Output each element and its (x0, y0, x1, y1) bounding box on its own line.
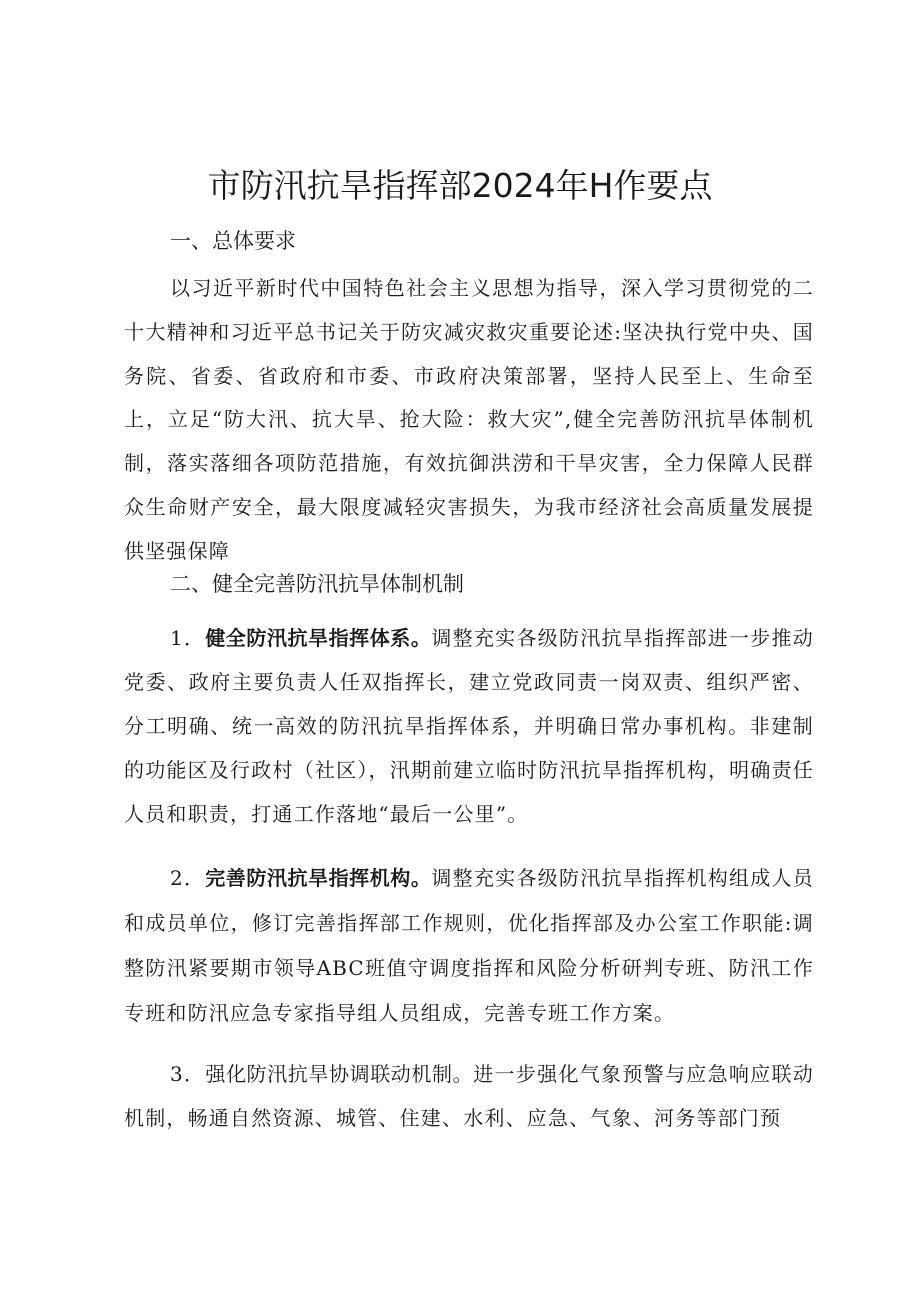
item-text: 调整充实各级防汛抗旱指挥机构组成人员和成员单位，修订完善指挥部工作规则，优化指挥部及办公室工作职能:调整防汛紧要期市领导ABC班值守调度指挥和风险分析研判专班、防汛工作专班和防汛应急专家指导组人员组成，完善专班工作方案。 (124, 866, 815, 1025)
section-heading-mechanism: 二、健全完善防汛抗旱体制机制 (170, 572, 464, 596)
item-text: 进一步强化气象预警与应急响应联动机制，畅通自然资源、城管、住建、水利、应急、气象、河务等部门预 (124, 1062, 815, 1130)
section-body-general-requirements: 以习近平新时代中国特色社会主义思想为指导，深入学习贯彻党的二十大精神和习近平总书记关于防灾减灾救灾重要论述:坚决执行党中央、国务院、省委、省政府和市委、市政府决策部署，坚持人民至上、生命至上，立足“防大汛、抗大旱、抢大险：救大灾”,健全完善防汛抗旱体制机制，落实落细各项防范措施，有效抗御洪涝和干旱灾害，全力保障人民群众生命财产安全，最大限度减轻灾害损失，为我市经济社会高质量发展提供坚强保障 (124, 276, 814, 563)
item-lead: 强化防汛抗旱协调联动机制。 (205, 1062, 474, 1086)
item-number: 2． (170, 866, 206, 890)
item-number: 3． (170, 1062, 206, 1086)
list-item (124, 856, 814, 1036)
list-item (124, 1052, 814, 1140)
item-number: 1． (170, 626, 206, 650)
item-text: 调整充实各级防汛抗旱指挥部进一步推动党委、政府主要负责人任双指挥长，建立党政同责一岗双责、组织严密、分工明确、统一高效的防汛抗旱指挥体系，并明确日常办事机构。非建制的功能区及行政村（社区），汛期前建立临时防汛抗旱指挥机构，明确责任人员和职责，打通工作落地“最后一公里”。 (124, 626, 815, 826)
item-lead: 完善防汛抗旱指挥机构。 (205, 866, 432, 890)
document-title: 市防汛抗旱指挥部2024年H作要点 (207, 166, 713, 205)
section-heading-general-requirements: 一、总体要求 (170, 229, 296, 253)
item-lead: 健全防汛抗旱指挥体系。 (205, 626, 432, 650)
list-item (124, 616, 814, 836)
